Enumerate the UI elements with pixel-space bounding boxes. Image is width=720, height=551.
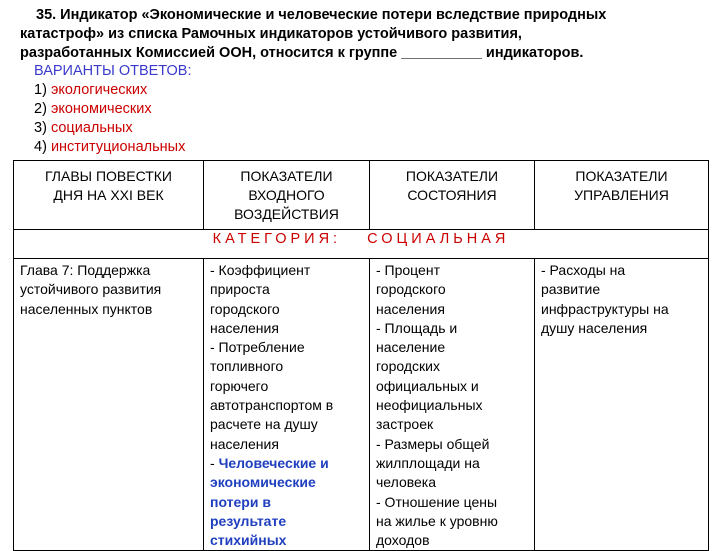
category-value: СОЦИАЛЬНАЯ bbox=[367, 231, 510, 247]
option-number: 1) bbox=[34, 82, 47, 98]
answer-option-4 bbox=[34, 138, 191, 157]
answer-option-1 bbox=[34, 81, 191, 100]
indicators-table bbox=[13, 160, 709, 551]
header-cell: ПОКАЗАТЕЛИ УПРАВЛЕНИЯ bbox=[535, 161, 709, 230]
header-cell: ПОКАЗАТЕЛИ СОСТОЯНИЯ bbox=[370, 161, 535, 230]
management-indicators-cell: - Расходы на развитие инфраструктуры на душу населения bbox=[535, 259, 709, 551]
option-text: экономических bbox=[50, 101, 152, 117]
question-line-3: разработанных Комиссией ООН, относится к группе __________ индикаторов. bbox=[20, 45, 584, 61]
question-text bbox=[20, 6, 710, 63]
option-number: 2) bbox=[34, 101, 47, 117]
question-line-1: 35. Индикатор «Экономические и человеческие потери вследствие природных bbox=[36, 7, 607, 23]
state-indicators-cell: - Процент городского населения - Площадь и население городских официальных и неофициальных застроек - Размеры общей жилплощади на человека - Отношение цены на жилье к уровню доходов bbox=[370, 259, 535, 551]
variants-heading: ВАРИАНТЫ ОТВЕТОВ: bbox=[34, 63, 192, 79]
header-cell: ГЛАВЫ ПОВЕСТКИ ДНЯ НА XXI ВЕК bbox=[14, 161, 204, 230]
option-number: 4) bbox=[34, 139, 47, 155]
input-indicators-text: - Коэффициент прироста городского населения - Потребление топливного горючего автотранспортом в расчете на душу населения - bbox=[210, 262, 334, 471]
agenda-chapter-cell: Глава 7: Поддержка устойчивого развития населенных пунктов bbox=[14, 259, 204, 551]
answer-option-2 bbox=[34, 100, 191, 119]
category-row bbox=[14, 230, 709, 259]
category-cell bbox=[14, 230, 709, 259]
input-indicators-cell bbox=[204, 259, 370, 551]
option-text: экологических bbox=[50, 82, 148, 98]
option-number: 3) bbox=[34, 120, 47, 136]
question-line-2: катастроф» из списка Рамочных индикаторов устойчивого развития, bbox=[20, 26, 522, 42]
highlighted-indicator: Человеческие и экономические потери в результате стихийных bbox=[210, 454, 329, 549]
table-header-row bbox=[14, 161, 709, 230]
header-cell: ПОКАЗАТЕЛИ ВХОДНОГО ВОЗДЕЙСТВИЯ bbox=[204, 161, 370, 230]
option-text: институциональных bbox=[50, 139, 186, 155]
option-text: социальных bbox=[50, 120, 133, 136]
answer-variants bbox=[34, 62, 191, 157]
category-label: КАТЕГОРИЯ: bbox=[212, 231, 342, 247]
table-row bbox=[14, 259, 709, 551]
answer-option-3 bbox=[34, 119, 191, 138]
